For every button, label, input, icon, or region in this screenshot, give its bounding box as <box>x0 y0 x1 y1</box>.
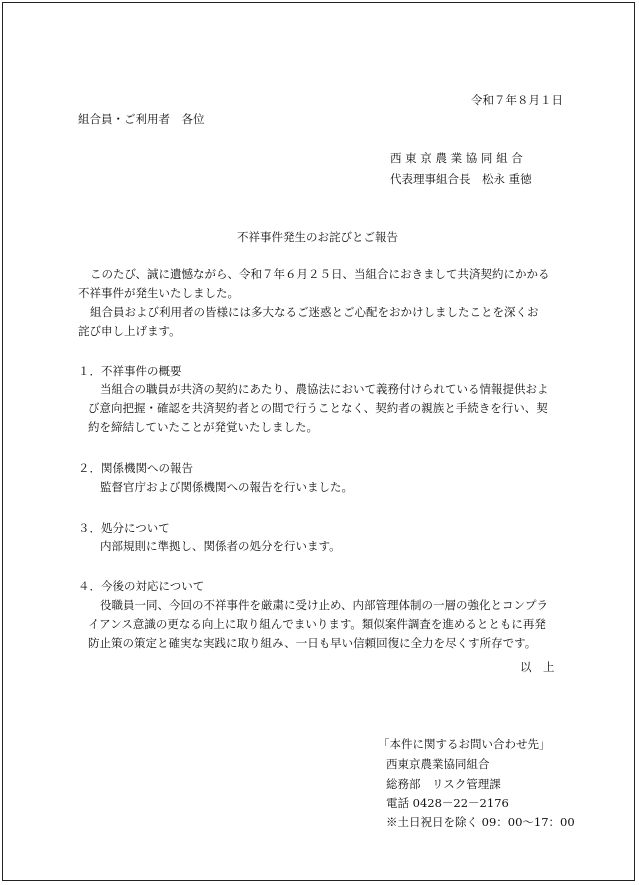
intro-line: 不祥事件が発生いたしました。 <box>78 286 239 300</box>
section-body <box>88 596 548 653</box>
intro-line: 組合員および利用者の皆様には多大なるご迷惑とご心配をおかけしましたことを深くお <box>90 305 539 319</box>
contact-phone: 電話 0428－22－2176 <box>386 796 509 810</box>
section-line: 内部規則に準拠し、関係者の処分を行います。 <box>100 539 341 553</box>
sender-organization: 西 東 京 農 業 協 同 組 合 <box>390 151 523 165</box>
section-line: 当組合の職員が共済の契約にあたり、農協法において義務付けられている情報提供およ <box>100 382 549 396</box>
addressee: 組合員・ご利用者 各位 <box>78 112 205 126</box>
contact-organization: 西東京農業協同組合 <box>386 757 490 771</box>
section-line: 約を締結していたことが発覚いたしました。 <box>88 420 318 434</box>
section-line: 監督官庁および関係機関への報告を行いました。 <box>100 480 353 494</box>
section-heading: ４．今後の対応について <box>78 579 205 593</box>
section-body <box>100 478 353 497</box>
contact-department: 総務部 リスク管理課 <box>386 777 501 791</box>
section-body <box>88 380 549 437</box>
section-line: 防止策の策定と確実な実践に取り組み、一日も早い信頼回復に全力を尽くす所存です。 <box>88 636 537 650</box>
section-line: び意向把握・確認を共済契約者との間で行うことなく、契約者の親族と手続きを行い、契 <box>88 401 548 415</box>
contact-hours: ※土日祝日を除く 09：00～17：00 <box>386 815 575 829</box>
section-body <box>100 537 341 556</box>
section-line: イアンス意識の更なる向上に取り組んでまいります。類似案件調査を進めるとともに再発 <box>88 617 546 631</box>
section-line: 役職員一同、今回の不祥事件を厳粛に受け止め、内部管理体制の一層の強化とコンプラ <box>100 598 549 612</box>
intro-line: このたび、誠に遺憾ながら、令和７年６月２５日、当組合におきまして共済契約にかかる <box>90 267 550 281</box>
contact-title: 「本件に関するお問い合わせ先」 <box>378 737 551 751</box>
closing-mark: 以 上 <box>520 660 555 674</box>
document-title: 不祥事件発生のお詫びとご報告 <box>237 230 398 244</box>
intro-line: 詫び申し上げます。 <box>78 324 181 338</box>
section-heading: １．不祥事件の概要 <box>78 364 182 378</box>
section-heading: ２．関係機関への報告 <box>78 461 193 475</box>
intro-paragraph <box>78 265 550 341</box>
sender-representative: 代表理事組合長 松永 重徳 <box>390 172 532 186</box>
section-heading: ３．処分について <box>78 521 170 535</box>
document-date: 令和７年８月１日 <box>471 93 563 107</box>
